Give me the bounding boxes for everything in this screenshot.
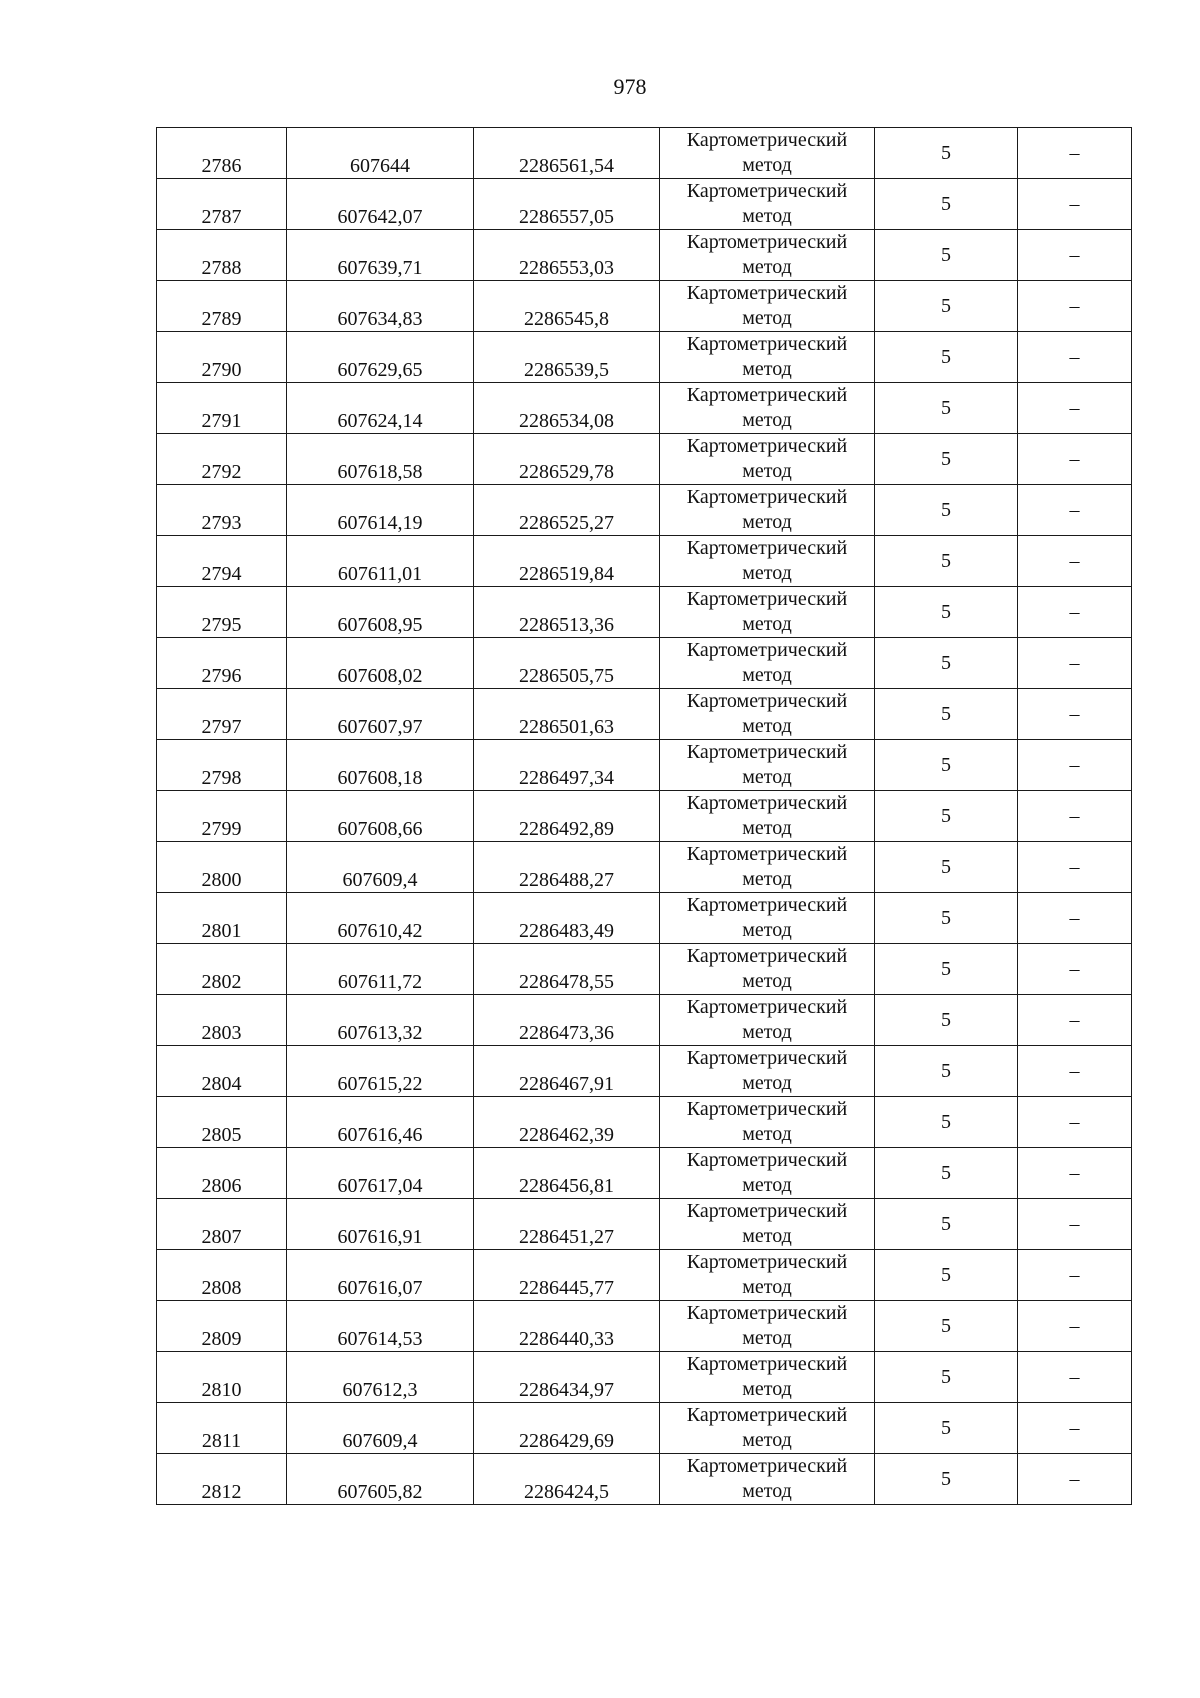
method-line-1: Картометрический	[686, 1353, 848, 1375]
y-coordinate-cell: 2286553,03	[474, 230, 660, 281]
accuracy-cell: 5	[875, 740, 1018, 791]
method-cell	[660, 1250, 875, 1301]
method-line-1: Картометрический	[686, 945, 848, 967]
y-coordinate-cell: 2286492,89	[474, 791, 660, 842]
point-number-cell: 2803	[157, 995, 287, 1046]
note-cell: –	[1018, 1454, 1132, 1505]
x-coordinate-cell: 607612,3	[287, 1352, 474, 1403]
accuracy-cell: 5	[875, 944, 1018, 995]
table-row	[157, 1199, 1132, 1250]
note-cell: –	[1018, 536, 1132, 587]
method-line-1: Картометрический	[686, 1404, 848, 1426]
page-number: 978	[613, 74, 647, 99]
method-cell	[660, 281, 875, 332]
accuracy-cell: 5	[875, 332, 1018, 383]
method-line-2: метод	[742, 1072, 792, 1094]
accuracy-cell: 5	[875, 791, 1018, 842]
method-line-2: метод	[742, 256, 792, 278]
method-line-2: метод	[742, 1123, 792, 1145]
x-coordinate-cell: 607607,97	[287, 689, 474, 740]
accuracy-cell: 5	[875, 1250, 1018, 1301]
method-line-2: метод	[742, 766, 792, 788]
y-coordinate-cell: 2286445,77	[474, 1250, 660, 1301]
method-line-1: Картометрический	[686, 1302, 848, 1324]
accuracy-cell: 5	[875, 1199, 1018, 1250]
x-coordinate-cell: 607639,71	[287, 230, 474, 281]
method-line-2: метод	[742, 1021, 792, 1043]
point-number-cell: 2804	[157, 1046, 287, 1097]
method-cell	[660, 485, 875, 536]
x-coordinate-cell: 607608,18	[287, 740, 474, 791]
method-cell	[660, 383, 875, 434]
x-coordinate-cell: 607613,32	[287, 995, 474, 1046]
method-line-1: Картометрический	[686, 129, 848, 151]
accuracy-cell: 5	[875, 1403, 1018, 1454]
method-line-1: Картометрический	[686, 435, 848, 457]
point-number-cell: 2788	[157, 230, 287, 281]
y-coordinate-cell: 2286478,55	[474, 944, 660, 995]
accuracy-cell: 5	[875, 1046, 1018, 1097]
y-coordinate-cell: 2286424,5	[474, 1454, 660, 1505]
note-cell: –	[1018, 893, 1132, 944]
note-cell: –	[1018, 944, 1132, 995]
table-row	[157, 485, 1132, 536]
method-cell	[660, 689, 875, 740]
method-line-1: Картометрический	[686, 384, 848, 406]
x-coordinate-cell: 607610,42	[287, 893, 474, 944]
method-line-1: Картометрический	[686, 231, 848, 253]
method-cell	[660, 1454, 875, 1505]
method-cell	[660, 434, 875, 485]
point-number-cell: 2810	[157, 1352, 287, 1403]
method-line-2: метод	[742, 307, 792, 329]
accuracy-cell: 5	[875, 230, 1018, 281]
table-row	[157, 740, 1132, 791]
note-cell: –	[1018, 485, 1132, 536]
method-cell	[660, 1148, 875, 1199]
point-number-cell: 2795	[157, 587, 287, 638]
y-coordinate-cell: 2286505,75	[474, 638, 660, 689]
x-coordinate-cell: 607616,07	[287, 1250, 474, 1301]
note-cell: –	[1018, 1352, 1132, 1403]
table-row	[157, 791, 1132, 842]
method-cell	[660, 230, 875, 281]
table-row	[157, 995, 1132, 1046]
method-line-2: метод	[742, 970, 792, 992]
x-coordinate-cell: 607611,01	[287, 536, 474, 587]
x-coordinate-cell: 607617,04	[287, 1148, 474, 1199]
point-number-cell: 2800	[157, 842, 287, 893]
method-line-2: метод	[742, 817, 792, 839]
method-cell	[660, 332, 875, 383]
point-number-cell: 2808	[157, 1250, 287, 1301]
point-number-cell: 2802	[157, 944, 287, 995]
method-line-2: метод	[742, 868, 792, 890]
x-coordinate-cell: 607642,07	[287, 179, 474, 230]
note-cell: –	[1018, 1097, 1132, 1148]
method-cell	[660, 1097, 875, 1148]
method-line-2: метод	[742, 511, 792, 533]
method-line-2: метод	[742, 613, 792, 635]
table-row	[157, 281, 1132, 332]
accuracy-cell: 5	[875, 1352, 1018, 1403]
method-line-2: метод	[742, 460, 792, 482]
x-coordinate-cell: 607608,66	[287, 791, 474, 842]
accuracy-cell: 5	[875, 1097, 1018, 1148]
method-line-2: метод	[742, 562, 792, 584]
method-cell	[660, 536, 875, 587]
y-coordinate-cell: 2286525,27	[474, 485, 660, 536]
point-number-cell: 2792	[157, 434, 287, 485]
method-cell	[660, 1301, 875, 1352]
y-coordinate-cell: 2286557,05	[474, 179, 660, 230]
note-cell: –	[1018, 128, 1132, 179]
note-cell: –	[1018, 1301, 1132, 1352]
accuracy-cell: 5	[875, 842, 1018, 893]
x-coordinate-cell: 607618,58	[287, 434, 474, 485]
method-line-2: метод	[742, 664, 792, 686]
point-number-cell: 2789	[157, 281, 287, 332]
coordinates-table-body	[157, 128, 1132, 1505]
y-coordinate-cell: 2286529,78	[474, 434, 660, 485]
note-cell: –	[1018, 1199, 1132, 1250]
note-cell: –	[1018, 332, 1132, 383]
table-row	[157, 1046, 1132, 1097]
y-coordinate-cell: 2286539,5	[474, 332, 660, 383]
accuracy-cell: 5	[875, 281, 1018, 332]
method-cell	[660, 1199, 875, 1250]
y-coordinate-cell: 2286473,36	[474, 995, 660, 1046]
method-line-1: Картометрический	[686, 1455, 848, 1477]
x-coordinate-cell: 607629,65	[287, 332, 474, 383]
method-line-2: метод	[742, 919, 792, 941]
table-row	[157, 1148, 1132, 1199]
method-cell	[660, 1403, 875, 1454]
method-line-1: Картометрический	[686, 690, 848, 712]
y-coordinate-cell: 2286545,8	[474, 281, 660, 332]
method-line-1: Картометрический	[686, 1149, 848, 1171]
note-cell: –	[1018, 281, 1132, 332]
point-number-cell: 2787	[157, 179, 287, 230]
method-line-1: Картометрический	[686, 843, 848, 865]
y-coordinate-cell: 2286534,08	[474, 383, 660, 434]
method-line-1: Картометрический	[686, 486, 848, 508]
table-row	[157, 893, 1132, 944]
method-line-2: метод	[742, 205, 792, 227]
note-cell: –	[1018, 383, 1132, 434]
point-number-cell: 2806	[157, 1148, 287, 1199]
method-line-2: метод	[742, 1378, 792, 1400]
point-number-cell: 2805	[157, 1097, 287, 1148]
x-coordinate-cell: 607608,95	[287, 587, 474, 638]
method-cell	[660, 128, 875, 179]
x-coordinate-cell: 607634,83	[287, 281, 474, 332]
x-coordinate-cell: 607616,91	[287, 1199, 474, 1250]
method-line-1: Картометрический	[686, 792, 848, 814]
method-line-1: Картометрический	[686, 282, 848, 304]
point-number-cell: 2801	[157, 893, 287, 944]
y-coordinate-cell: 2286519,84	[474, 536, 660, 587]
accuracy-cell: 5	[875, 383, 1018, 434]
point-number-cell: 2797	[157, 689, 287, 740]
method-cell	[660, 638, 875, 689]
method-line-2: метод	[742, 1429, 792, 1451]
y-coordinate-cell: 2286429,69	[474, 1403, 660, 1454]
x-coordinate-cell: 607605,82	[287, 1454, 474, 1505]
method-cell	[660, 842, 875, 893]
x-coordinate-cell: 607615,22	[287, 1046, 474, 1097]
method-line-2: метод	[742, 409, 792, 431]
table-row	[157, 587, 1132, 638]
point-number-cell: 2812	[157, 1454, 287, 1505]
method-line-1: Картометрический	[686, 1251, 848, 1273]
table-row	[157, 1403, 1132, 1454]
x-coordinate-cell: 607609,4	[287, 842, 474, 893]
method-line-2: метод	[742, 1327, 792, 1349]
method-cell	[660, 1352, 875, 1403]
y-coordinate-cell: 2286488,27	[474, 842, 660, 893]
method-line-1: Картометрический	[686, 537, 848, 559]
table-row	[157, 383, 1132, 434]
point-number-cell: 2786	[157, 128, 287, 179]
method-cell	[660, 893, 875, 944]
table-row	[157, 434, 1132, 485]
point-number-cell: 2809	[157, 1301, 287, 1352]
method-line-1: Картометрический	[686, 741, 848, 763]
note-cell: –	[1018, 842, 1132, 893]
method-line-2: метод	[742, 1225, 792, 1247]
accuracy-cell: 5	[875, 536, 1018, 587]
x-coordinate-cell: 607624,14	[287, 383, 474, 434]
x-coordinate-cell: 607616,46	[287, 1097, 474, 1148]
method-cell	[660, 1046, 875, 1097]
point-number-cell: 2796	[157, 638, 287, 689]
method-line-1: Картометрический	[686, 588, 848, 610]
x-coordinate-cell: 607644	[287, 128, 474, 179]
method-line-2: метод	[742, 715, 792, 737]
point-number-cell: 2807	[157, 1199, 287, 1250]
table-row	[157, 230, 1132, 281]
method-cell	[660, 587, 875, 638]
x-coordinate-cell: 607614,53	[287, 1301, 474, 1352]
method-cell	[660, 944, 875, 995]
method-line-1: Картометрический	[686, 894, 848, 916]
x-coordinate-cell: 607611,72	[287, 944, 474, 995]
method-cell	[660, 179, 875, 230]
method-cell	[660, 740, 875, 791]
y-coordinate-cell: 2286440,33	[474, 1301, 660, 1352]
y-coordinate-cell: 2286497,34	[474, 740, 660, 791]
method-line-2: метод	[742, 1480, 792, 1502]
x-coordinate-cell: 607608,02	[287, 638, 474, 689]
accuracy-cell: 5	[875, 179, 1018, 230]
table-row	[157, 179, 1132, 230]
method-line-1: Картометрический	[686, 1098, 848, 1120]
table-row	[157, 842, 1132, 893]
x-coordinate-cell: 607614,19	[287, 485, 474, 536]
y-coordinate-cell: 2286451,27	[474, 1199, 660, 1250]
table-row	[157, 1352, 1132, 1403]
note-cell: –	[1018, 230, 1132, 281]
y-coordinate-cell: 2286561,54	[474, 128, 660, 179]
note-cell: –	[1018, 179, 1132, 230]
accuracy-cell: 5	[875, 128, 1018, 179]
method-line-1: Картометрический	[686, 639, 848, 661]
point-number-cell: 2794	[157, 536, 287, 587]
y-coordinate-cell: 2286501,63	[474, 689, 660, 740]
note-cell: –	[1018, 740, 1132, 791]
point-number-cell: 2790	[157, 332, 287, 383]
note-cell: –	[1018, 995, 1132, 1046]
table-row	[157, 332, 1132, 383]
y-coordinate-cell: 2286513,36	[474, 587, 660, 638]
point-number-cell: 2798	[157, 740, 287, 791]
point-number-cell: 2811	[157, 1403, 287, 1454]
note-cell: –	[1018, 1403, 1132, 1454]
method-line-1: Картометрический	[686, 180, 848, 202]
note-cell: –	[1018, 1250, 1132, 1301]
method-line-2: метод	[742, 1174, 792, 1196]
method-line-1: Картометрический	[686, 1200, 848, 1222]
table-row	[157, 689, 1132, 740]
table-row	[157, 944, 1132, 995]
accuracy-cell: 5	[875, 434, 1018, 485]
table-row	[157, 1250, 1132, 1301]
table-row	[157, 1097, 1132, 1148]
note-cell: –	[1018, 587, 1132, 638]
accuracy-cell: 5	[875, 485, 1018, 536]
method-line-1: Картометрический	[686, 1047, 848, 1069]
accuracy-cell: 5	[875, 689, 1018, 740]
note-cell: –	[1018, 434, 1132, 485]
y-coordinate-cell: 2286483,49	[474, 893, 660, 944]
method-cell	[660, 995, 875, 1046]
accuracy-cell: 5	[875, 1301, 1018, 1352]
table-row	[157, 1454, 1132, 1505]
method-cell	[660, 791, 875, 842]
accuracy-cell: 5	[875, 587, 1018, 638]
table-row	[157, 1301, 1132, 1352]
note-cell: –	[1018, 791, 1132, 842]
accuracy-cell: 5	[875, 1148, 1018, 1199]
note-cell: –	[1018, 1148, 1132, 1199]
method-line-1: Картометрический	[686, 996, 848, 1018]
point-number-cell: 2793	[157, 485, 287, 536]
accuracy-cell: 5	[875, 995, 1018, 1046]
coordinates-table	[156, 127, 1132, 1505]
method-line-1: Картометрический	[686, 333, 848, 355]
note-cell: –	[1018, 1046, 1132, 1097]
point-number-cell: 2791	[157, 383, 287, 434]
y-coordinate-cell: 2286467,91	[474, 1046, 660, 1097]
accuracy-cell: 5	[875, 638, 1018, 689]
accuracy-cell: 5	[875, 893, 1018, 944]
method-line-2: метод	[742, 154, 792, 176]
y-coordinate-cell: 2286462,39	[474, 1097, 660, 1148]
accuracy-cell: 5	[875, 1454, 1018, 1505]
table-row	[157, 128, 1132, 179]
x-coordinate-cell: 607609,4	[287, 1403, 474, 1454]
table-row	[157, 638, 1132, 689]
method-line-2: метод	[742, 1276, 792, 1298]
y-coordinate-cell: 2286456,81	[474, 1148, 660, 1199]
table-row	[157, 536, 1132, 587]
y-coordinate-cell: 2286434,97	[474, 1352, 660, 1403]
point-number-cell: 2799	[157, 791, 287, 842]
method-line-2: метод	[742, 358, 792, 380]
note-cell: –	[1018, 689, 1132, 740]
note-cell: –	[1018, 638, 1132, 689]
